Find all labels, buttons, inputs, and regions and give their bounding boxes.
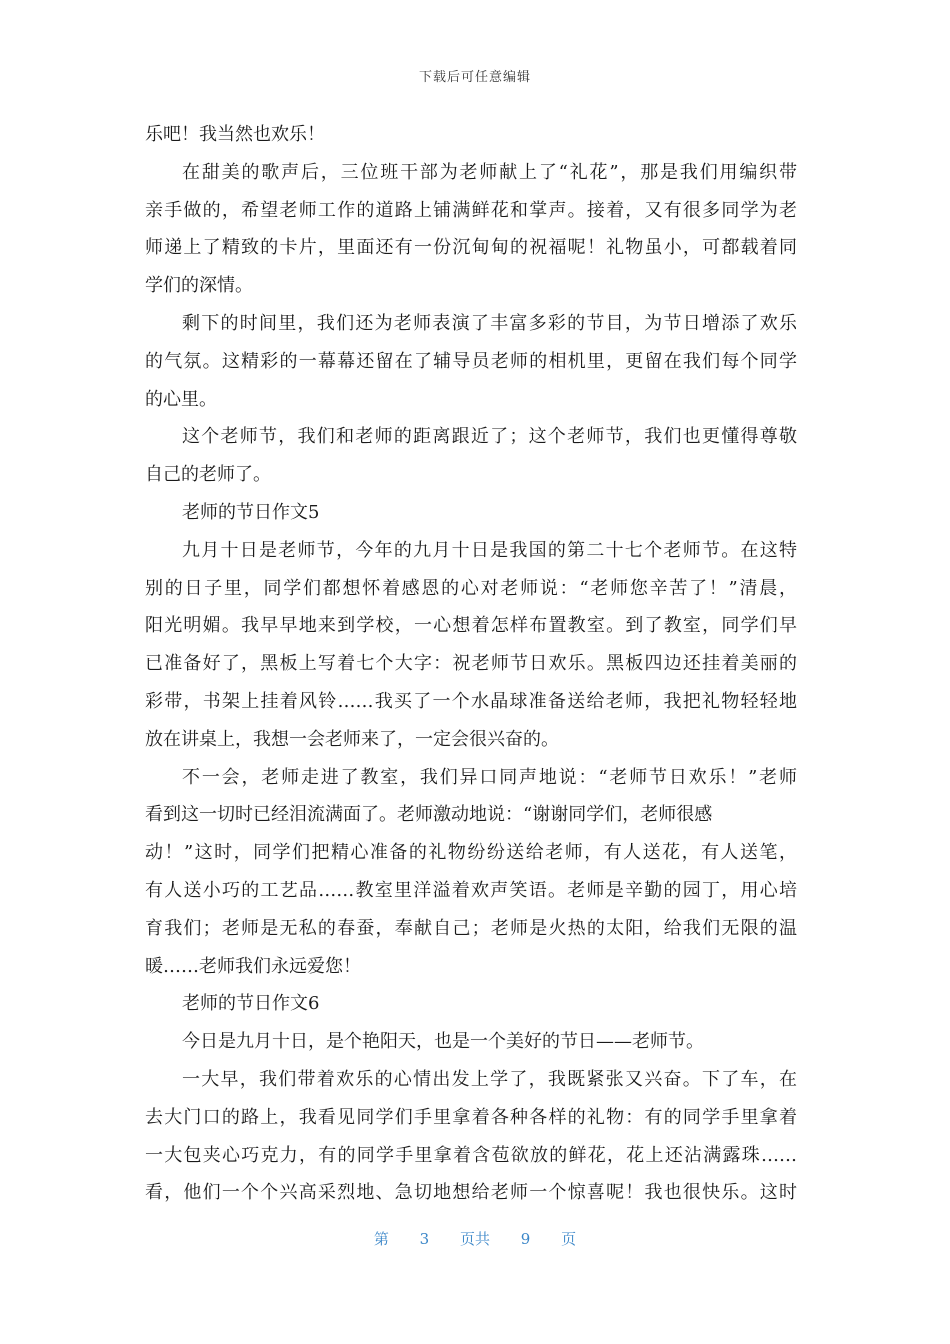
page-header: 下载后可任意编辑 (418, 70, 531, 85)
text-line: 彩带，书架上挂着风铃……我买了一个水晶球准备送给老师，我把礼物轻轻地 (145, 690, 797, 712)
text-line: 放在讲桌上，我想一会老师来了，一定会很兴奋的。 (145, 728, 559, 750)
text-line: 今日是九月十日，是个艳阳天，也是一个美好的节日——老师节。 (182, 1031, 704, 1053)
text-line: 九月十日是老师节，今年的九月十日是我国的第二十七个老师节。在这特 (182, 539, 797, 561)
text-line: 暖……老师我们永远爱您！ (145, 955, 361, 977)
text-line: 别的日子里，同学们都想怀着感恩的心对老师说：“老师您辛苦了！”清晨， (145, 577, 797, 599)
text-line: 育我们；老师是无私的春蚕，奉献自己；老师是火热的太阳，给我们无限的温 (145, 917, 797, 939)
text-line: 看到这一切时已经泪流满面了。老师激动地说：“谢谢同学们，老师很感 (145, 804, 713, 826)
text-line: 学们的深情。 (145, 275, 253, 297)
text-line: 动！”这时，同学们把精心准备的礼物纷纷送给老师，有人送花，有人送笔， (145, 842, 797, 864)
text-line: 的心里。 (145, 388, 217, 410)
text-line: 去大门口的路上，我看见同学们手里拿着各种各样的礼物：有的同学手里拿着 (145, 1106, 797, 1128)
text-line: 老师的节日作文5 (182, 501, 320, 523)
footer-suffix: 页 (561, 1230, 577, 1248)
text-line: 已准备好了，黑板上写着七个大字：祝老师节日欢乐。黑板四边还挂着美丽的 (145, 653, 797, 675)
text-line: 乐吧！我当然也欢乐！ (145, 124, 325, 145)
document-body (145, 116, 797, 1212)
text-line: 一大早，我们带着欢乐的心情出发上学了，我既紧张又兴奋。下了车，在 (182, 1068, 797, 1090)
footer-current-page: 3 (419, 1230, 430, 1248)
text-line: 师递上了精致的卡片，里面还有一份沉甸甸的祝福呢！礼物虽小，可都载着同 (145, 237, 797, 259)
text-line: 不一会，老师走进了教室，我们异口同声地说：“老师节日欢乐！”老师 (182, 766, 797, 788)
text-line: 这个老师节，我们和老师的距离跟近了；这个老师节，我们也更懂得尊敬 (182, 426, 797, 448)
footer-middle: 页共 (459, 1230, 490, 1248)
text-line: 阳光明媚。我早早地来到学校，一心想着怎样布置教室。到了教室，同学们早 (145, 615, 797, 637)
text-line: 亲手做的，希望老师工作的道路上铺满鲜花和掌声。接着，又有很多同学为老 (145, 199, 797, 221)
text-line: 一大包夹心巧克力，有的同学手里拿着含苞欲放的鲜花，花上还沾满露珠…… (145, 1144, 797, 1166)
text-line: 看，他们一个个兴高采烈地、急切地想给老师一个惊喜呢！我也很快乐。这时 (145, 1182, 797, 1204)
text-line: 老师的节日作文6 (182, 993, 320, 1015)
text-line: 的气氛。这精彩的一幕幕还留在了辅导员老师的相机里，更留在我们每个同学 (145, 350, 797, 372)
footer-total-pages: 9 (520, 1230, 531, 1248)
text-line: 自己的老师了。 (145, 464, 271, 486)
text-line: 在甜美的歌声后，三位班干部为老师献上了“礼花”，那是我们用编织带 (182, 161, 797, 183)
page-footer (0, 1228, 950, 1249)
text-line: 剩下的时间里，我们还为老师表演了丰富多彩的节目，为节日增添了欢乐 (182, 312, 797, 334)
text-line: 有人送小巧的工艺品……教室里洋溢着欢声笑语。老师是辛勤的园丁，用心培 (145, 879, 797, 901)
footer-prefix: 第 (373, 1230, 389, 1248)
